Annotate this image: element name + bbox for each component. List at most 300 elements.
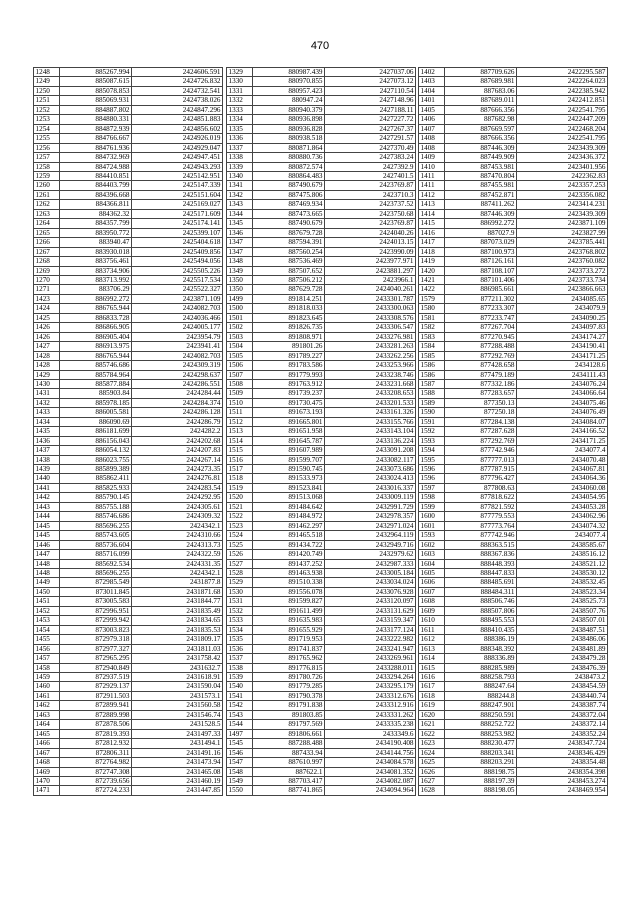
table-row (227, 701, 416, 710)
x-coordinate: 886913.975 (60, 342, 132, 351)
point-number: 1596 (419, 474, 445, 483)
y-coordinate: 2438453.274 (517, 776, 608, 785)
table-row (419, 569, 608, 578)
point-number: 1261 (34, 190, 60, 199)
point-number: 1601 (419, 521, 445, 530)
y-coordinate: 2424005.177 (132, 323, 223, 332)
y-coordinate: 2438516.12 (517, 550, 608, 559)
x-coordinate: 891635.983 (253, 616, 325, 625)
x-coordinate: 877288.488 (445, 342, 517, 351)
table-row (419, 247, 608, 256)
table-row (227, 342, 416, 351)
point-number: 1602 (419, 540, 445, 549)
table-row (419, 96, 608, 105)
table-row (227, 275, 416, 284)
point-number: 1440 (34, 474, 60, 483)
table-row (34, 417, 223, 426)
table-row (419, 408, 608, 417)
y-coordinate: 2433073.686 (325, 465, 416, 474)
x-coordinate: 886181.699 (60, 427, 132, 436)
table-row (34, 597, 223, 606)
table-row (34, 550, 223, 559)
table-row (34, 776, 223, 785)
x-coordinate: 888247.64 (445, 682, 517, 691)
y-coordinate: 2423710.3 (325, 190, 416, 199)
table-row (34, 257, 223, 266)
table-row (419, 682, 608, 691)
point-number: 1531 (227, 597, 253, 606)
table-row (34, 153, 223, 162)
y-coordinate: 2424283.54 (132, 483, 223, 492)
point-number: 1506 (227, 361, 253, 370)
point-number: 1412 (419, 190, 445, 199)
point-number: 1338 (227, 153, 253, 162)
point-number: 1545 (227, 739, 253, 748)
x-coordinate: 891463.938 (253, 569, 325, 578)
table-row (34, 748, 223, 757)
table-row (34, 275, 223, 284)
y-coordinate: 2422468.204 (517, 124, 608, 133)
y-coordinate: 2433308.576 (325, 313, 416, 322)
y-coordinate: 2431560.58 (132, 701, 223, 710)
point-number: 1429 (34, 370, 60, 379)
x-coordinate: 877742.946 (445, 531, 517, 540)
point-number: 1624 (419, 748, 445, 757)
point-number: 1432 (34, 398, 60, 407)
y-coordinate: 2424851.883 (132, 115, 223, 124)
point-number: 1259 (34, 171, 60, 180)
table-row (34, 682, 223, 691)
table-row (34, 181, 223, 190)
x-coordinate: 887469.934 (253, 200, 325, 209)
table-row (227, 578, 416, 587)
point-number: 1604 (419, 559, 445, 568)
y-coordinate: 2427401.5 (325, 171, 416, 180)
table-row (419, 379, 608, 388)
x-coordinate: 877267.704 (445, 323, 517, 332)
table-row (419, 540, 608, 549)
y-coordinate: 2424292.95 (132, 493, 223, 502)
point-number: 1501 (227, 313, 253, 322)
y-coordinate: 2431811.03 (132, 644, 223, 653)
x-coordinate: 877287.628 (445, 427, 517, 436)
table-row (419, 739, 608, 748)
table-row (227, 540, 416, 549)
x-coordinate: 888230.477 (445, 739, 517, 748)
table-row (227, 200, 416, 209)
table-row (227, 663, 416, 672)
y-coordinate: 2423414.231 (517, 200, 608, 209)
table-row (419, 673, 608, 682)
x-coordinate: 884766.667 (60, 134, 132, 143)
table-row (34, 247, 223, 256)
y-coordinate: 2424207.83 (132, 446, 223, 455)
y-coordinate: 2434166.52 (517, 427, 608, 436)
y-coordinate: 2438372.14 (517, 720, 608, 729)
x-coordinate: 885978.185 (60, 398, 132, 407)
table-row (227, 682, 416, 691)
point-number: 1579 (419, 294, 445, 303)
y-coordinate: 2438523.34 (517, 587, 608, 596)
y-coordinate: 2431460.19 (132, 776, 223, 785)
table-row (34, 644, 223, 653)
table-row (419, 162, 608, 171)
table-row (227, 587, 416, 596)
table-row (34, 190, 223, 199)
y-coordinate: 2422541.795 (517, 134, 608, 143)
x-coordinate: 884732.969 (60, 153, 132, 162)
y-coordinate: 2425494.056 (132, 257, 223, 266)
y-coordinate: 2433016.337 (325, 483, 416, 492)
coordinate-table-right (418, 67, 608, 796)
y-coordinate: 2431573.1 (132, 691, 223, 700)
table-row (419, 228, 608, 237)
y-coordinate: 2433241.947 (325, 644, 416, 653)
x-coordinate: 877808.63 (445, 483, 517, 492)
point-number: 1529 (227, 578, 253, 587)
y-coordinate: 2424040.261 (325, 285, 416, 294)
point-number: 1413 (419, 200, 445, 209)
point-number: 1258 (34, 162, 60, 171)
x-coordinate: 887666.356 (445, 105, 517, 114)
y-coordinate: 2424276.81 (132, 474, 223, 483)
y-coordinate: 2423785.441 (517, 238, 608, 247)
point-number: 1437 (34, 446, 60, 455)
table-row (34, 720, 223, 729)
y-coordinate: 2433143.104 (325, 427, 416, 436)
x-coordinate: 883930.018 (60, 247, 132, 256)
point-number: 1414 (419, 209, 445, 218)
point-number: 1410 (419, 162, 445, 171)
y-coordinate: 2423871.109 (517, 219, 608, 228)
x-coordinate: 887629.728 (253, 285, 325, 294)
x-coordinate: 880957.423 (253, 86, 325, 95)
y-coordinate: 2422541.795 (517, 105, 608, 114)
point-number: 1347 (227, 247, 253, 256)
table-row (419, 181, 608, 190)
x-coordinate: 887669.597 (445, 124, 517, 133)
y-coordinate: 2433288.011 (325, 663, 416, 672)
x-coordinate: 886866.905 (60, 323, 132, 332)
x-coordinate: 891599.827 (253, 597, 325, 606)
table-row (227, 209, 416, 218)
point-number: 1593 (419, 436, 445, 445)
x-coordinate: 880940.379 (253, 105, 325, 114)
x-coordinate: 885696.255 (60, 569, 132, 578)
table-row (227, 531, 416, 540)
table-row (419, 323, 608, 332)
y-coordinate: 2424331.35 (132, 559, 223, 568)
table-row (419, 77, 608, 86)
x-coordinate: 891765.962 (253, 654, 325, 663)
table-row (227, 332, 416, 341)
table-row (227, 493, 416, 502)
table-row (227, 465, 416, 474)
point-number: 1418 (419, 247, 445, 256)
x-coordinate: 891779.993 (253, 370, 325, 379)
x-coordinate: 891818.033 (253, 304, 325, 313)
x-coordinate: 887453.981 (445, 162, 517, 171)
x-coordinate: 891556.078 (253, 587, 325, 596)
x-coordinate: 880938.518 (253, 134, 325, 143)
y-coordinate: 2424926.019 (132, 134, 223, 143)
y-coordinate: 2424947.451 (132, 153, 223, 162)
table-row (227, 379, 416, 388)
table-row (419, 493, 608, 502)
table-row (227, 190, 416, 199)
x-coordinate: 872739.656 (60, 776, 132, 785)
x-coordinate: 886905.404 (60, 332, 132, 341)
x-coordinate: 891789.227 (253, 351, 325, 360)
x-coordinate: 887703.417 (253, 776, 325, 785)
table-row (227, 162, 416, 171)
point-number: 1549 (227, 776, 253, 785)
x-coordinate: 885267.994 (60, 68, 132, 77)
x-coordinate: 880864.483 (253, 171, 325, 180)
x-coordinate: 872764.982 (60, 758, 132, 767)
table-row (34, 86, 223, 95)
y-coordinate: 2433222.982 (325, 635, 416, 644)
point-number: 1521 (227, 502, 253, 511)
point-number: 1444 (34, 512, 60, 521)
x-coordinate: 872724.233 (60, 786, 132, 795)
point-number: 1543 (227, 710, 253, 719)
x-coordinate: 884403.799 (60, 181, 132, 190)
point-number: 1603 (419, 550, 445, 559)
y-coordinate: 2433295.179 (325, 682, 416, 691)
x-coordinate: 885716.099 (60, 550, 132, 559)
table-row (34, 483, 223, 492)
y-coordinate: 2423990.09 (325, 247, 416, 256)
x-coordinate: 884366.811 (60, 200, 132, 209)
y-coordinate: 2431528.5 (132, 720, 223, 729)
point-number: 1497 (227, 729, 253, 738)
table-row (34, 77, 223, 86)
point-number: 1622 (419, 729, 445, 738)
x-coordinate: 880970.855 (253, 77, 325, 86)
point-number: 1628 (419, 786, 445, 795)
y-coordinate: 2424305.61 (132, 502, 223, 511)
y-coordinate: 2424847.296 (132, 105, 223, 114)
x-coordinate: 888447.833 (445, 569, 517, 578)
x-coordinate: 888253.982 (445, 729, 517, 738)
x-coordinate: 891783.586 (253, 361, 325, 370)
y-coordinate: 2434082.087 (325, 776, 416, 785)
table-row (419, 115, 608, 124)
x-coordinate: 891651.958 (253, 427, 325, 436)
point-number: 1592 (419, 427, 445, 436)
point-number: 1587 (419, 379, 445, 388)
y-coordinate: 2422362.83 (517, 171, 608, 180)
table-row (34, 219, 223, 228)
y-coordinate: 2433281.263 (325, 342, 416, 351)
point-number: 1333 (227, 105, 253, 114)
table-row (227, 625, 416, 634)
x-coordinate: 885877.884 (60, 379, 132, 388)
x-coordinate: 891484.972 (253, 512, 325, 521)
table-row (34, 294, 223, 303)
x-coordinate: 887126.161 (445, 257, 517, 266)
y-coordinate: 2425147.339 (132, 181, 223, 190)
x-coordinate: 877233.307 (445, 304, 517, 313)
table-row (419, 285, 608, 294)
table-row (419, 190, 608, 199)
y-coordinate: 2427110.54 (325, 86, 416, 95)
table-row (419, 776, 608, 785)
table-row (34, 228, 223, 237)
x-coordinate: 885899.389 (60, 465, 132, 474)
table-row (34, 710, 223, 719)
y-coordinate: 2423941.41 (132, 342, 223, 351)
x-coordinate: 891797.569 (253, 720, 325, 729)
y-coordinate: 2423977.971 (325, 257, 416, 266)
x-coordinate: 885784.964 (60, 370, 132, 379)
point-number: 1417 (419, 238, 445, 247)
point-number: 1454 (34, 625, 60, 634)
y-coordinate: 2434062.96 (517, 512, 608, 521)
table-row (227, 654, 416, 663)
x-coordinate: 880871.864 (253, 143, 325, 152)
table-row (227, 351, 416, 360)
x-coordinate: 887536.469 (253, 257, 325, 266)
y-coordinate: 2425174.141 (132, 219, 223, 228)
y-coordinate: 2433208.653 (325, 389, 416, 398)
y-coordinate: 2433009.119 (325, 493, 416, 502)
table-row (34, 729, 223, 738)
table-row (34, 115, 223, 124)
point-number: 1518 (227, 474, 253, 483)
table-row (227, 739, 416, 748)
y-coordinate: 2438530.12 (517, 569, 608, 578)
point-number: 1620 (419, 710, 445, 719)
point-number: 1522 (227, 512, 253, 521)
x-coordinate: 884872.939 (60, 124, 132, 133)
table-row (419, 710, 608, 719)
point-number: 1470 (34, 776, 60, 785)
point-number: 1526 (227, 550, 253, 559)
point-number: 1404 (419, 86, 445, 95)
x-coordinate: 885078.853 (60, 86, 132, 95)
x-coordinate: 891826.735 (253, 323, 325, 332)
point-number: 1611 (419, 625, 445, 634)
point-number: 1350 (227, 285, 253, 294)
point-number: 1548 (227, 767, 253, 776)
point-number: 1510 (227, 398, 253, 407)
point-number: 1542 (227, 701, 253, 710)
x-coordinate: 877270.945 (445, 332, 517, 341)
x-coordinate: 891776.815 (253, 663, 325, 672)
point-number: 1524 (227, 531, 253, 540)
table-row (227, 786, 416, 795)
y-coordinate: 2423954.79 (132, 332, 223, 341)
table-row (34, 105, 223, 114)
point-number: 1451 (34, 597, 60, 606)
table-row (34, 767, 223, 776)
point-number: 1336 (227, 134, 253, 143)
x-coordinate: 887452.871 (445, 190, 517, 199)
y-coordinate: 2425522.327 (132, 285, 223, 294)
x-coordinate: 887473.665 (253, 209, 325, 218)
point-number: 1329 (227, 68, 253, 77)
y-coordinate: 2427370.49 (325, 143, 416, 152)
y-coordinate: 2423881.297 (325, 266, 416, 275)
table-row (419, 767, 608, 776)
table-row (227, 389, 416, 398)
x-coordinate: 877350.13 (445, 398, 517, 407)
point-number: 1614 (419, 654, 445, 663)
y-coordinate: 2423760.082 (517, 257, 608, 266)
point-number: 1339 (227, 162, 253, 171)
table-row (227, 398, 416, 407)
point-number: 1519 (227, 483, 253, 492)
y-coordinate: 2422447.209 (517, 115, 608, 124)
point-number: 1462 (34, 701, 60, 710)
table-row (227, 181, 416, 190)
x-coordinate: 872985.549 (60, 578, 132, 587)
table-row (227, 483, 416, 492)
table-row (34, 342, 223, 351)
table-row (34, 143, 223, 152)
point-number: 1527 (227, 559, 253, 568)
y-coordinate: 2433024.413 (325, 474, 416, 483)
table-row (227, 417, 416, 426)
table-row (419, 257, 608, 266)
point-number: 1516 (227, 455, 253, 464)
point-number: 1428 (34, 361, 60, 370)
point-number: 1409 (419, 153, 445, 162)
point-number: 1536 (227, 644, 253, 653)
point-number: 1348 (227, 257, 253, 266)
x-coordinate: 891806.661 (253, 729, 325, 738)
point-number: 1539 (227, 673, 253, 682)
table-row (34, 635, 223, 644)
table-row (227, 559, 416, 568)
y-coordinate: 2434076.24 (517, 379, 608, 388)
x-coordinate: 887475.806 (253, 190, 325, 199)
y-coordinate: 2424202.68 (132, 436, 223, 445)
x-coordinate: 885746.686 (60, 361, 132, 370)
x-coordinate: 887101.406 (445, 275, 517, 284)
point-number: 1618 (419, 691, 445, 700)
x-coordinate: 880947.24 (253, 96, 325, 105)
table-row (419, 635, 608, 644)
x-coordinate: 883950.772 (60, 228, 132, 237)
y-coordinate: 2424082.703 (132, 304, 223, 313)
point-number: 1547 (227, 758, 253, 767)
y-coordinate: 2424284.44 (132, 389, 223, 398)
x-coordinate: 891465.518 (253, 531, 325, 540)
point-number: 1623 (419, 739, 445, 748)
table-row (227, 644, 416, 653)
x-coordinate: 888252.722 (445, 720, 517, 729)
y-coordinate: 2424856.602 (132, 124, 223, 133)
point-number: 1507 (227, 370, 253, 379)
x-coordinate: 885736.604 (60, 540, 132, 549)
x-coordinate: 885825.933 (60, 483, 132, 492)
point-number: 1439 (34, 465, 60, 474)
y-coordinate: 2433161.326 (325, 408, 416, 417)
x-coordinate: 887507.652 (253, 266, 325, 275)
table-row (419, 465, 608, 474)
table-row (419, 68, 608, 77)
point-number: 1599 (419, 502, 445, 511)
table-row (419, 342, 608, 351)
table-row (419, 578, 608, 587)
table-row (419, 654, 608, 663)
point-number: 1435 (34, 427, 60, 436)
table-row (419, 398, 608, 407)
point-number: 1449 (34, 578, 60, 587)
